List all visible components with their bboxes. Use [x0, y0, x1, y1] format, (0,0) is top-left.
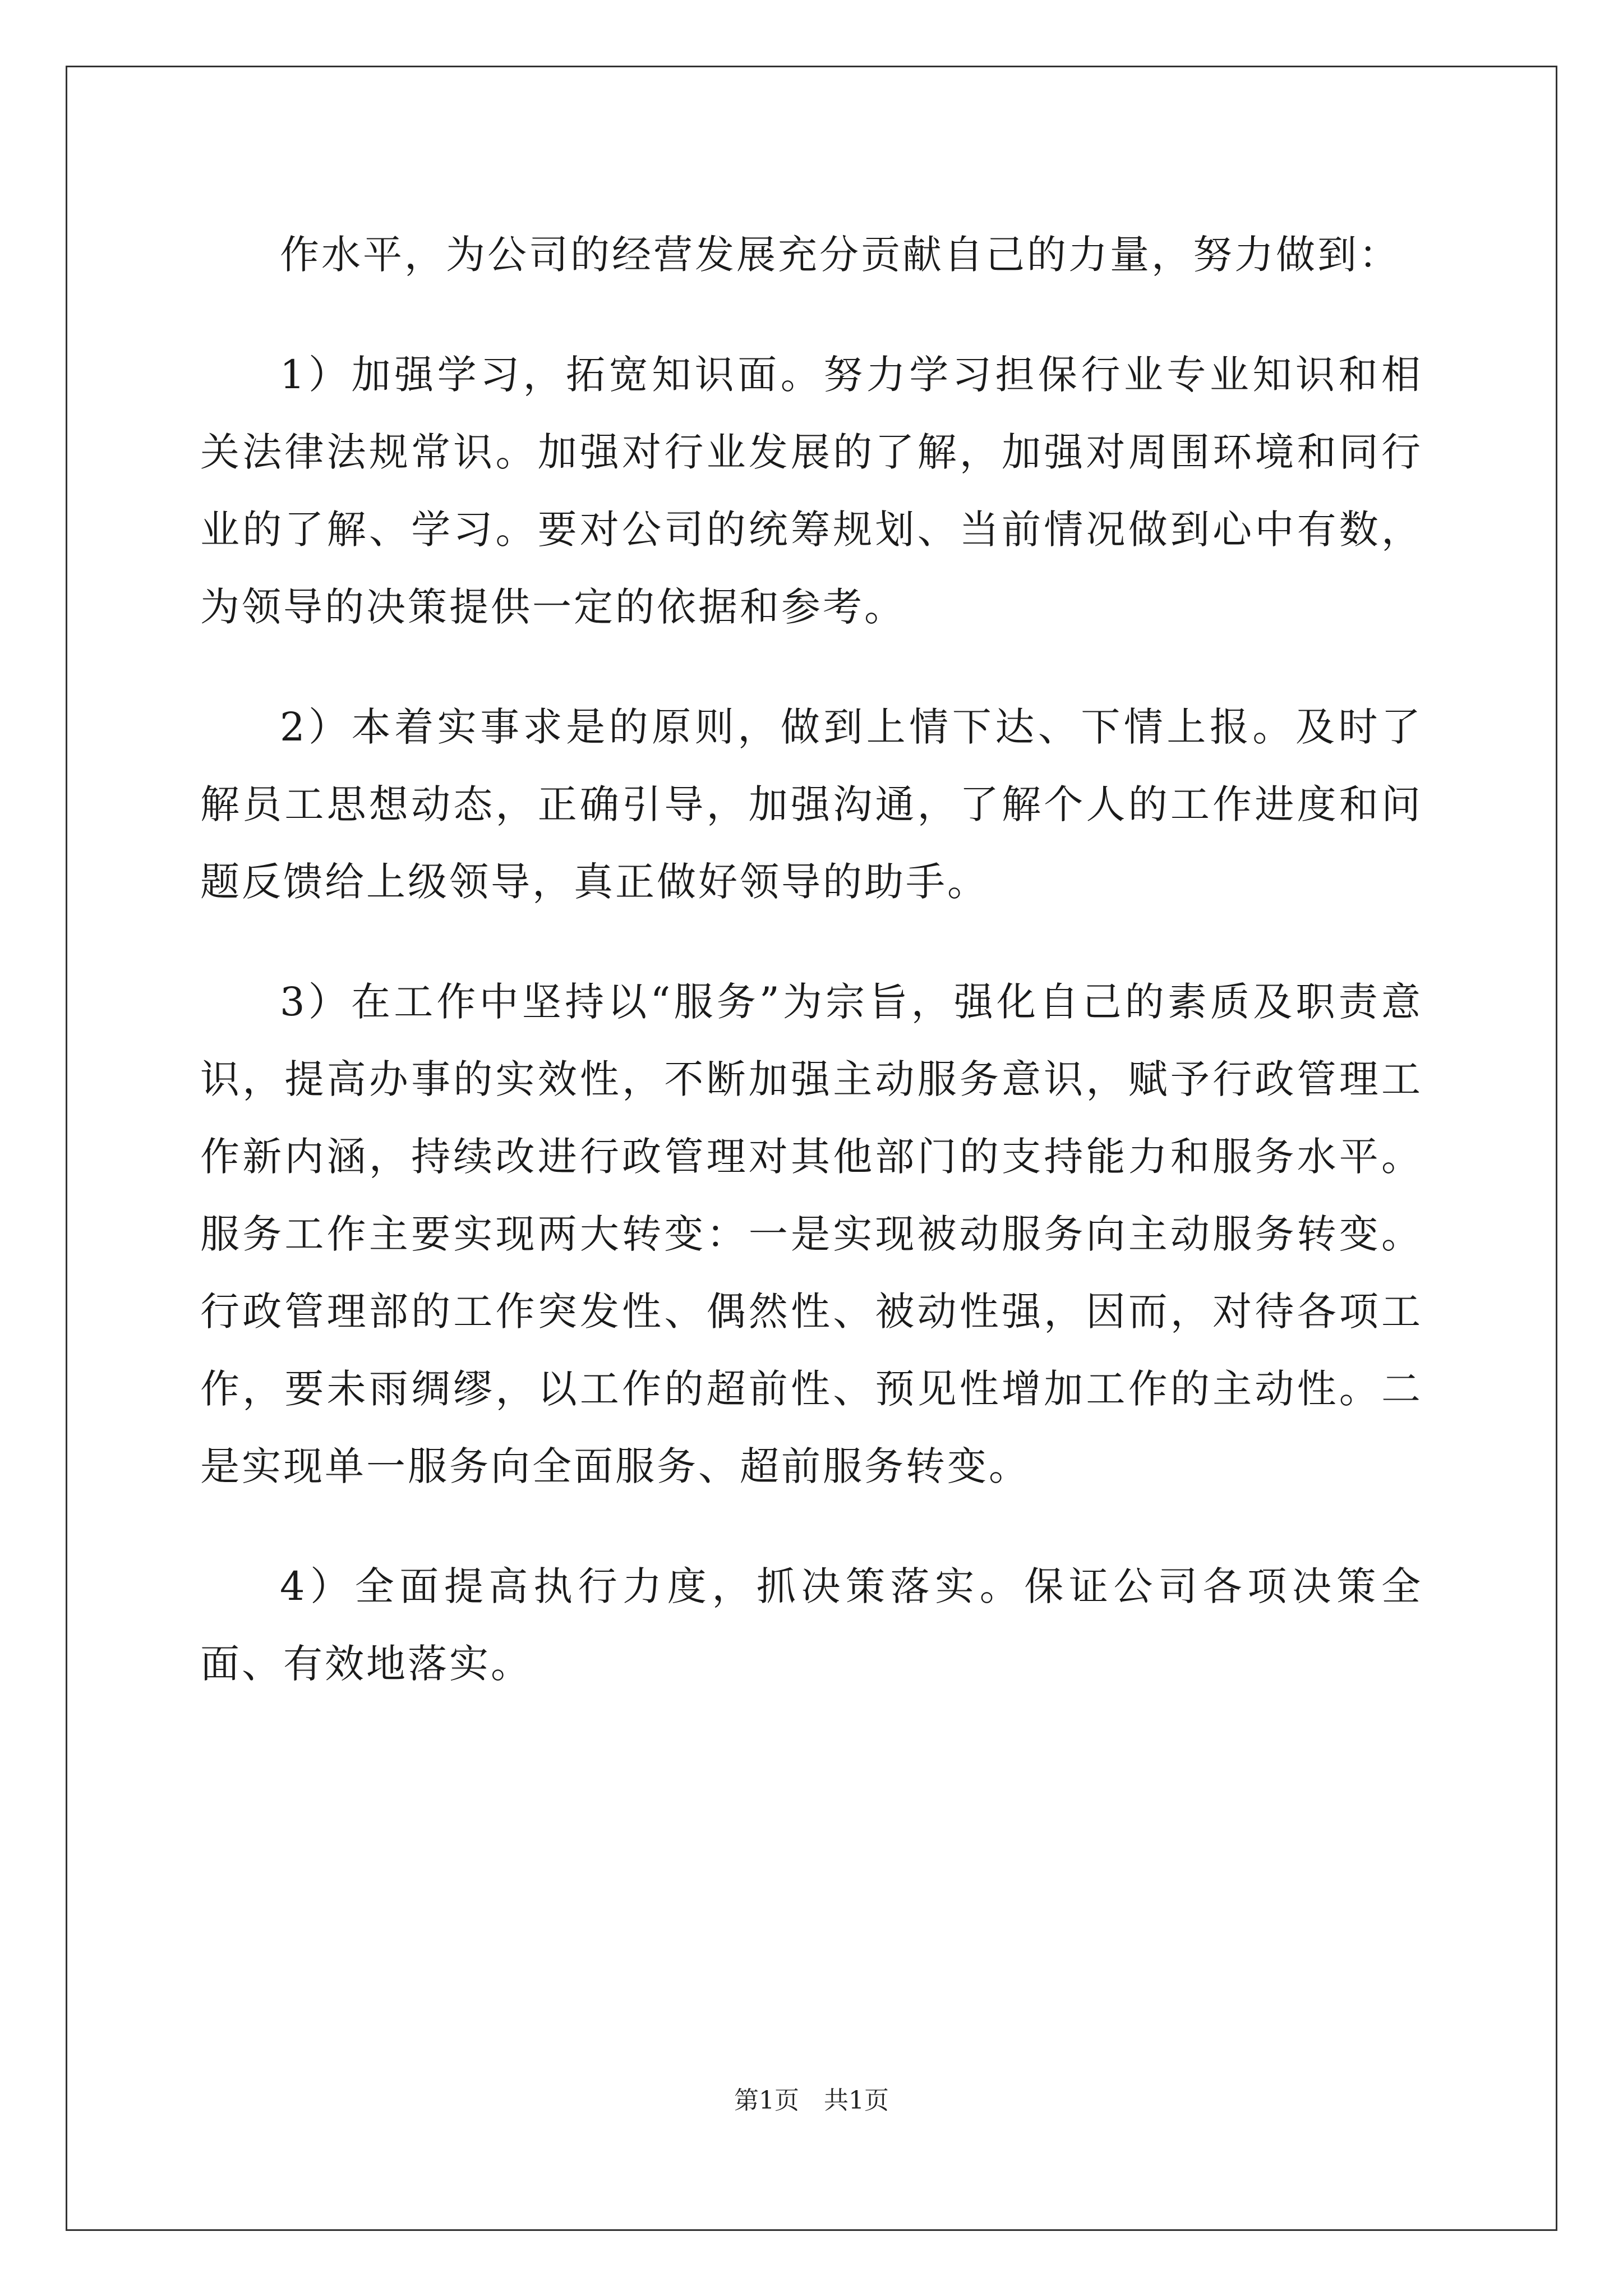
document-body — [200, 216, 1423, 1745]
paragraph-item-4: 4）全面提高执行力度，抓决策落实。保证公司各项决策全面、有效地落实。 — [200, 1563, 1423, 1687]
paragraph-item-2: 2）本着实事求是的原则，做到上情下达、下情上报。及时了解员工思想动态，正确引导，加强沟通，了解个人的工作进度和问题反馈给上级领导，真正做好领导的助手。 — [200, 704, 1423, 905]
page-footer: 第1页 共1页 — [734, 2086, 889, 2115]
paragraph-item-1: 1）加强学习，拓宽知识面。努力学习担保行业专业知识和相关法律法规常识。加强对行业发展的了解，加强对周围环境和同行业的了解、学习。要对公司的统筹规划、当前情况做到心中有数，为领导的决策提供一定的依据和参考。 — [200, 352, 1423, 630]
paragraph-item-3: 3）在工作中坚持以“服务”为宗旨，强化自己的素质及职责意识，提高办事的实效性，不断加强主动服务意识，赋予行政管理工作新内涵，持续改进行政管理对其他部门的支持能力和服务水平。服务工作主要实现两大转变：一是实现被动服务向主动服务转变。行政管理部的工作突发性、偶然性、被动性强，因而，对待各项工作，要未雨绸缪，以工作的超前性、预见性增加工作的主动性。二是实现单一服务向全面服务、超前服务转变。 — [200, 979, 1423, 1489]
paragraph-intro: 作水平，为公司的经营发展充分贡献自己的力量，努力做到： — [280, 232, 1400, 278]
